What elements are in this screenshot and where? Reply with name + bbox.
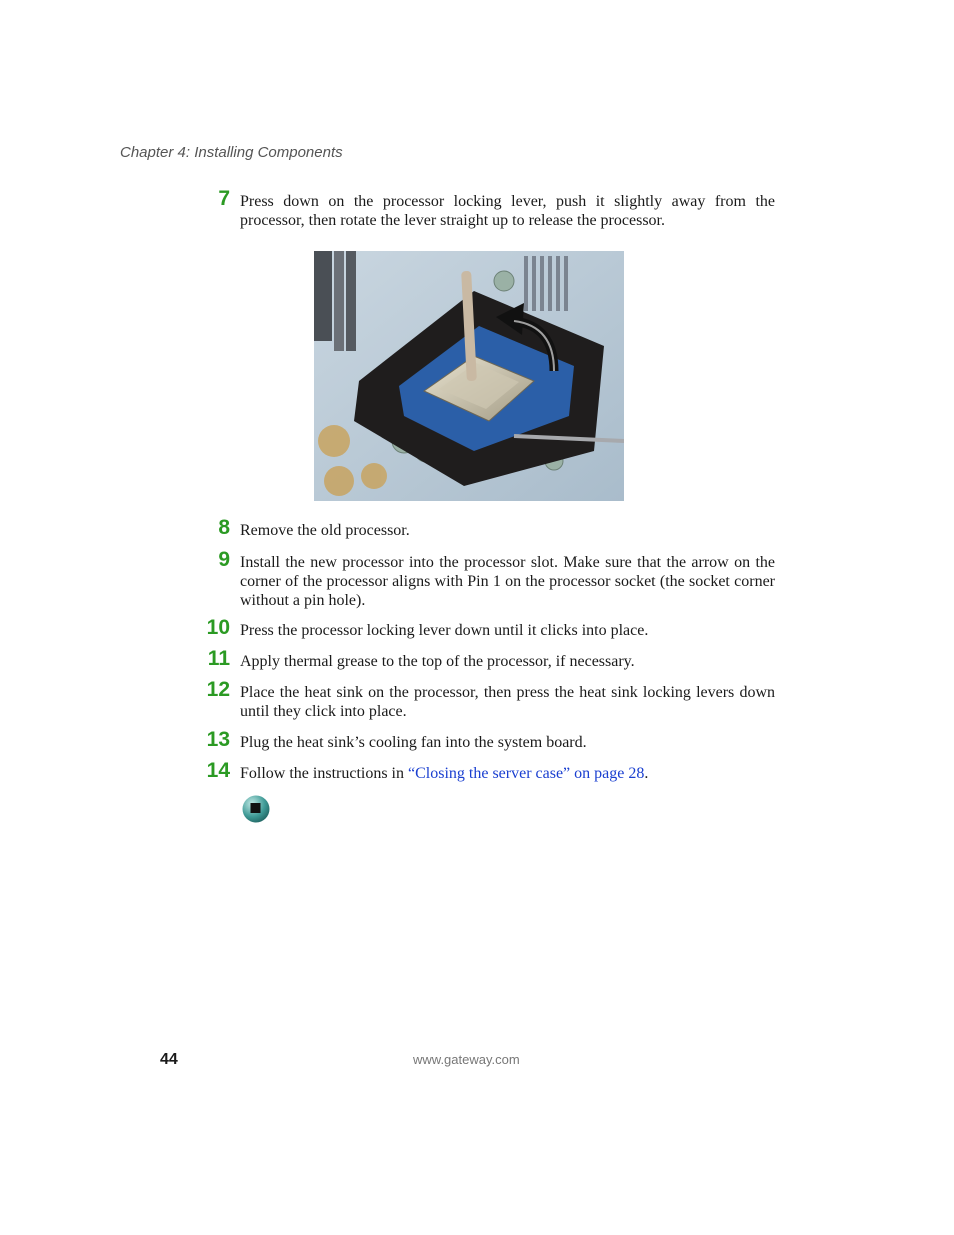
step-10 [200, 616, 775, 640]
step-text: Apply thermal grease to the top of the processor, if necessary. [240, 653, 635, 670]
step-11 [200, 647, 775, 671]
step-13 [200, 728, 775, 752]
step-14 [200, 759, 775, 783]
footer-url: www.gateway.com [413, 1052, 520, 1067]
step-text: Remove the old processor. [240, 522, 410, 539]
step-number: 9 [218, 548, 230, 571]
stop-icon [242, 795, 270, 823]
step-9 [200, 548, 775, 610]
step-text [240, 764, 775, 783]
step-number: 10 [206, 616, 230, 639]
step-text: Press the processor locking lever down until it clicks into place. [240, 622, 649, 639]
step-number: 7 [218, 187, 230, 210]
step-number: 13 [206, 728, 230, 751]
processor-socket-photo [314, 251, 624, 501]
closing-server-case-link[interactable]: “Closing the server case” on page 28 [408, 765, 645, 782]
step-text: Install the new processor into the processor slot. Make sure that the arrow on the corner of the processor aligns with Pin 1 on the processor socket (the socket corner without a pin hole). [240, 554, 775, 609]
step-number: 8 [218, 516, 230, 539]
step-text: Plug the heat sink’s cooling fan into the system board. [240, 734, 587, 751]
step-8 [200, 516, 775, 540]
step-text-before: Follow the instructions in [240, 765, 408, 782]
step-7 [200, 187, 775, 230]
step-number: 12 [206, 678, 230, 701]
step-number: 11 [207, 647, 230, 670]
step-text: Press down on the processor locking lever, push it slightly away from the processor, then rotate the lever straight up to release the processor. [240, 193, 775, 229]
step-12 [200, 678, 775, 721]
step-text-after: . [644, 765, 649, 782]
chapter-header: Chapter 4: Installing Components [120, 144, 343, 161]
page-number: 44 [160, 1051, 178, 1068]
step-text: Place the heat sink on the processor, then press the heat sink locking levers down until they click into place. [240, 684, 775, 720]
step-number: 14 [206, 759, 230, 782]
